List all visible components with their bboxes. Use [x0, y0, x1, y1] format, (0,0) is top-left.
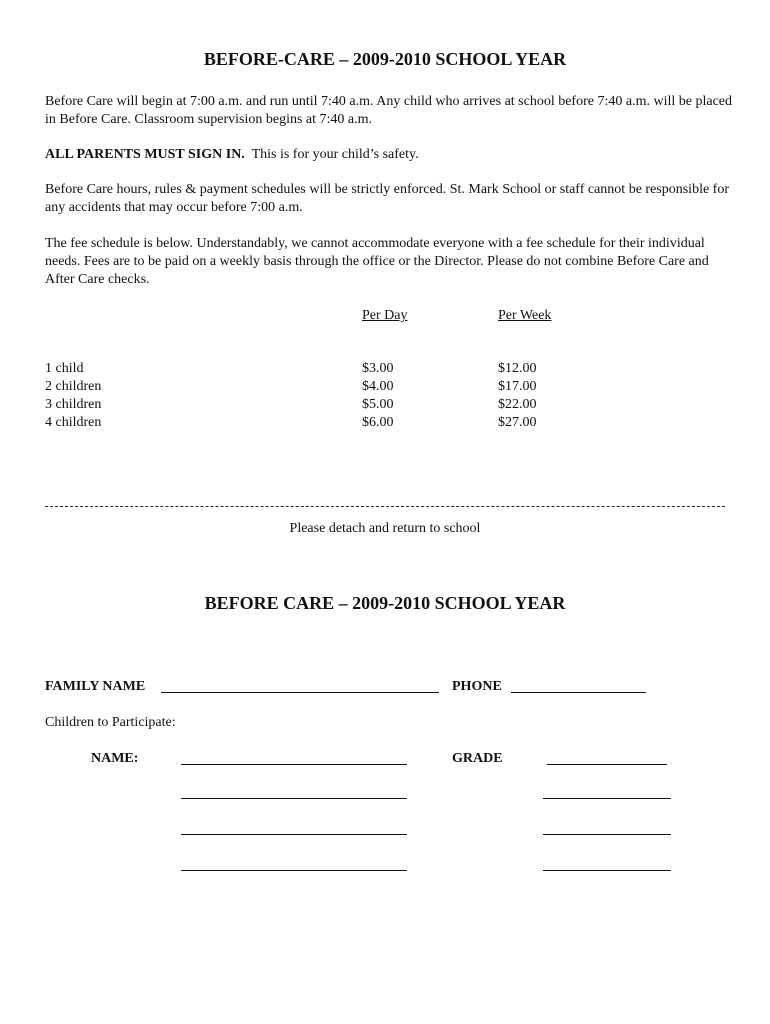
per-day-header: Per Day [362, 308, 408, 323]
detach-instruction: Please detach and return to school [289, 521, 481, 536]
fee-row-per-week: $17.00 [498, 379, 537, 394]
family-name-label: FAMILY NAME [45, 679, 146, 694]
child-name-label: NAME: [91, 751, 139, 766]
fee-row-label: 1 child [45, 361, 84, 376]
fee-row-per-day: $3.00 [362, 361, 394, 376]
fee-row-label: 2 children [45, 379, 102, 394]
child-name-field-2[interactable] [181, 798, 407, 799]
sign-in-emphasis: ALL PARENTS MUST SIGN IN. [45, 147, 245, 162]
sign-in-reason: This is for your child’s safety. [251, 147, 419, 162]
sign-in-paragraph [45, 146, 735, 164]
child-name-field-1[interactable] [181, 764, 407, 765]
child-grade-field-4[interactable] [543, 870, 671, 871]
fee-row-per-day: $5.00 [362, 397, 394, 412]
fee-row-per-week: $27.00 [498, 415, 537, 430]
child-grade-field-2[interactable] [543, 798, 671, 799]
family-name-field[interactable] [161, 692, 439, 693]
notice-title: BEFORE-CARE – 2009-2010 SCHOOL YEAR [203, 49, 567, 69]
child-name-field-4[interactable] [181, 870, 407, 871]
fee-row-per-day: $4.00 [362, 379, 394, 394]
grade-label: GRADE [452, 751, 503, 766]
fee-row-per-day: $6.00 [362, 415, 394, 430]
children-label: Children to Participate: [45, 715, 176, 730]
enforcement-paragraph: Before Care hours, rules & payment schedules will be strictly enforced. St. Mark School or staff cannot be responsible for any accidents that may occur before 7:00 a.m. [45, 182, 730, 215]
phone-label: PHONE [452, 679, 502, 694]
fee-row-per-week: $22.00 [498, 397, 537, 412]
child-grade-field-1[interactable] [547, 764, 667, 765]
fee-row-label: 4 children [45, 415, 102, 430]
form-title: BEFORE CARE – 2009-2010 SCHOOL YEAR [204, 593, 566, 613]
fee-row-label: 3 children [45, 397, 102, 412]
phone-field[interactable] [511, 692, 646, 693]
child-name-field-3[interactable] [181, 834, 407, 835]
per-week-header: Per Week [498, 308, 552, 323]
fee-paragraph: The fee schedule is below. Understandably, we cannot accommodate everyone with a fee schedule for their individual needs. Fees are to be paid on a weekly basis through the office or the Director. Please do not combine Before Care and After Care checks. [45, 236, 709, 287]
intro-paragraph: Before Care will begin at 7:00 a.m. and run until 7:40 a.m. Any child who arrives at school before 7:40 a.m. will be placed in Before Care. Classroom supervision begins at 7:40 a.m. [45, 94, 732, 127]
detach-dashed-line [45, 506, 725, 507]
fee-row-per-week: $12.00 [498, 361, 537, 376]
child-grade-field-3[interactable] [543, 834, 671, 835]
